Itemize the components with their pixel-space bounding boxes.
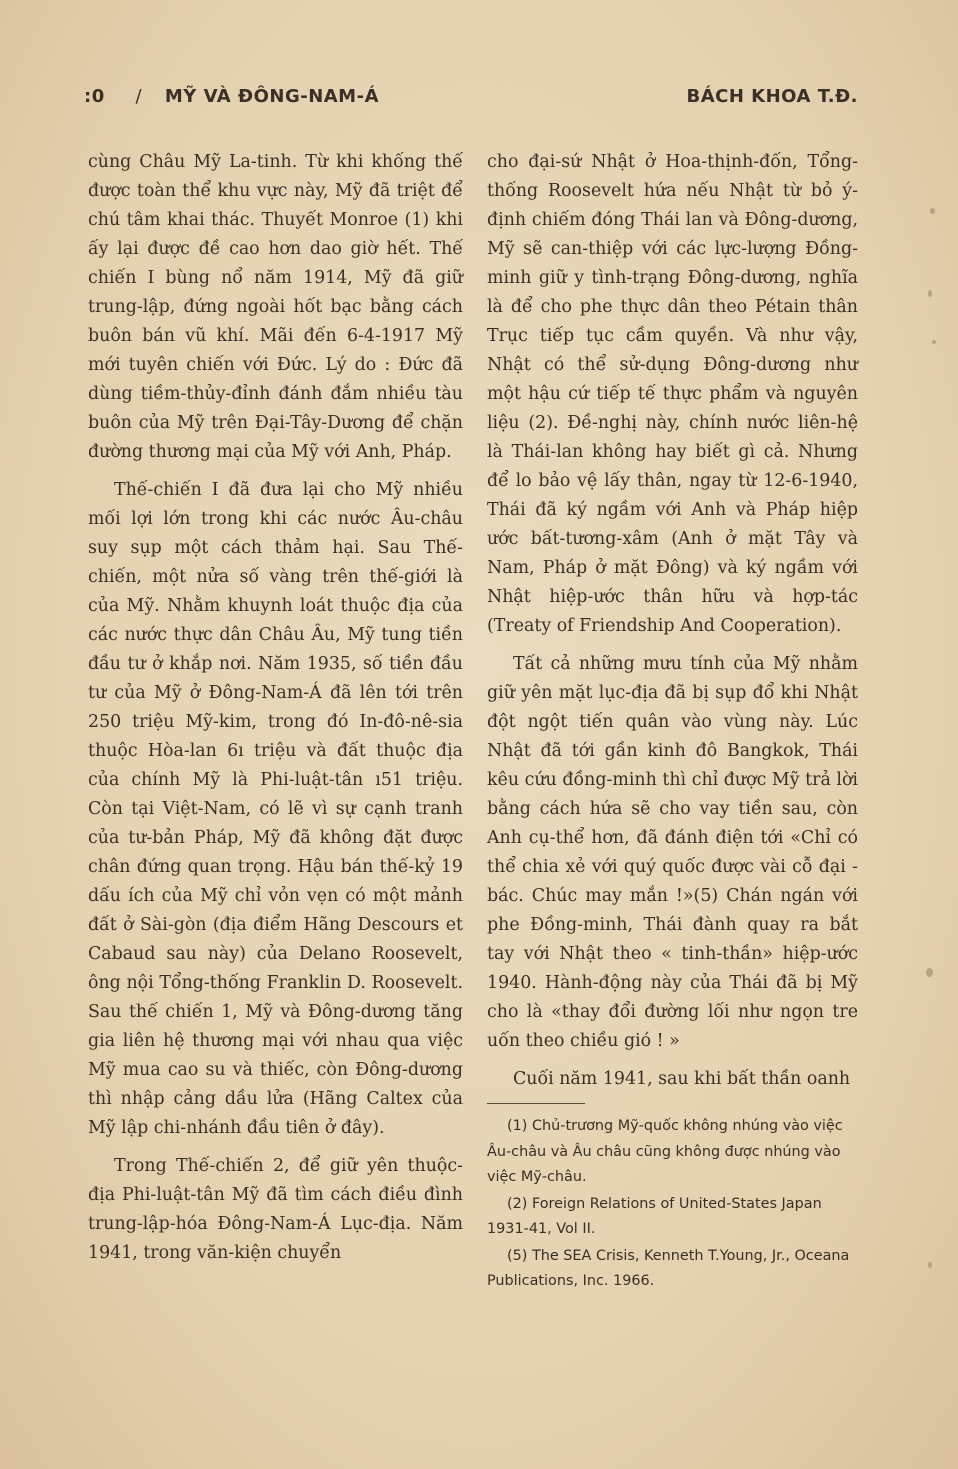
- right-column: [487, 148, 858, 1296]
- page-number: :0: [84, 86, 105, 107]
- footnote-2: (2) Foreign Relations of United-States Japan 1931-41, Vol II.: [487, 1195, 822, 1237]
- footnote-3: (5) The SEA Crisis, Kenneth T.Young, Jr., Oceana Publications, Inc. 1966.: [487, 1247, 850, 1289]
- left-paragraph-1: cùng Châu Mỹ La-tinh. Từ khi khống thế được toàn thể khu vực này, Mỹ đã triệt để chú tâm khai thác. Thuyết Monroe (1) khi ấy lại được đề cao hơn dao giờ hết. Thế chiến I bùng nổ năm 1914, Mỹ đã giữ trung-lập, đứng ngoài hốt bạc bằng cách buôn bán vũ khí. Mãi đến 6-4-1917 Mỹ mới tuyên chiến với Đức. Lý do : Đức đã dùng tiềm-thủy-đỉnh đánh đắm nhiều tàu buôn của Mỹ trên Đại-Tây-Dương để chặn đường thương mại của Mỹ với Anh, Pháp.: [88, 152, 463, 462]
- left-column: [88, 148, 463, 1277]
- header-left: [84, 86, 379, 107]
- page-header: [84, 86, 858, 114]
- paper-speck: [932, 340, 936, 344]
- publication-name: BÁCH KHOA T.Đ.: [686, 86, 858, 107]
- paper-speck: [928, 1262, 932, 1268]
- footnote-divider: [487, 1103, 585, 1104]
- right-paragraph-1: cho đại-sứ Nhật ở Hoa-thịnh-đốn, Tổng-thống Roosevelt hứa nếu Nhật từ bỏ ý-định chiếm đóng Thái lan và Đông-dương, Mỹ sẽ can-thiệp với các lực-lượng Đồng-minh giữ y tình-trạng Đông-dương, nghĩa là để cho phe thực dân theo Pétain thân Trục tiếp tục cầm quyền. Và như vậy, Nhật có thể sử-dụng Đông-dương như một hậu cứ tiếp tế thực phẩm và nguyên liệu (2). Đề-nghị này, chính nước liên-hệ là Thái-lan không hay biết gì cả. Nhưng để lo bảo vệ lấy thân, ngay từ 12-6-1940, Thái đã ký ngầm với Anh và Pháp hiệp ước bất-tương-xâm (Anh ở mặt Tây và Nam, Pháp ở mặt Đông) và ký ngầm với Nhật hiệp-ước thân hữu và hợp-tác (Treaty of Friendship And Cooperation).: [487, 152, 858, 636]
- left-paragraph-2: Thế-chiến I đã đưa lại cho Mỹ nhiều mối lợi lớn trong khi các nước Âu-châu suy sụp một cách thảm hại. Sau Thế-chiến, một nửa số vàng trên thế-giới là của Mỹ. Nhằm khuynh loát thuộc địa của các nước thực dân Châu Âu, Mỹ tung tiền đầu tư ở khắp nơi. Năm 1935, số tiền đầu tư của Mỹ ở Đông-Nam-Á đã lên tới trên 250 triệu Mỹ-kim, trong đó In-đô-nê-sia thuộc Hòa-lan 6ı triệu và đất thuộc địa của chính Mỹ là Phi-luật-tân ı51 triệu. Còn tại Việt-Nam, có lẽ vì sự cạnh tranh của tư-bản Pháp, Mỹ đã không đặt được chân đứng quan trọng. Hậu bán thế-kỷ 19 dấu ích của Mỹ chỉ vỏn vẹn có một mảnh đất ở Sài-gòn (địa điểm Hãng Descours et Cabaud sau này) của Delano Roosevelt, ông nội Tổng-thống Franklin D. Roosevelt. Sau thế chiến 1, Mỹ và Đông-dương tăng gia liên hệ thương mại với nhau qua việc Mỹ mua cao su và thiếc, còn Đông-dương thì nhập cảng dầu lửa (Hãng Caltex của Mỹ lập chi-nhánh đầu tiên ở đây).: [88, 480, 463, 1138]
- paper-speck: [930, 208, 935, 214]
- right-paragraph-3: Cuối năm 1941, sau khi bất thần oanh: [513, 1069, 851, 1089]
- running-title: MỸ VÀ ĐÔNG-NAM-Á: [164, 86, 379, 107]
- footnote-1: (1) Chủ-trương Mỹ-quốc không nhúng vào việc Âu-châu và Âu châu cũng không được nhúng vào việc Mỹ-châu.: [487, 1118, 843, 1185]
- paper-speck: [928, 290, 932, 297]
- header-separator: /: [135, 86, 143, 107]
- left-paragraph-3: Trong Thế-chiến 2, để giữ yên thuộc-địa Phi-luật-tân Mỹ đã tìm cách điều đình trung-lập-hóa Đông-Nam-Á Lục-địa. Năm 1941, trong văn-kiện chuyển: [88, 1156, 463, 1263]
- right-paragraph-2: Tất cả những mưu tính của Mỹ nhằm giữ yên mặt lục-địa đã bị sụp đổ khi Nhật đột ngột tiến quân vào vùng này. Lúc Nhật đã tới gần kinh đô Bangkok, Thái kêu cứu đồng-minh thì chỉ được Mỹ trả lời bằng cách hứa sẽ cho vay tiền sau, còn Anh cụ-thể hơn, đã đánh điện tới «Chỉ có thể chia xẻ với quý quốc được vài cỗ đại - bác. Chúc may mắn !»(5) Chán ngán với phe Đồng-minh, Thái đành quay ra bắt tay với Nhật theo « tinh-thần» hiệp-ước 1940. Hành-động này của Thái đã bị Mỹ cho là «thay đổi đường lối như ngọn tre uốn theo chiều gió ! »: [487, 654, 858, 1051]
- footnotes: [487, 1114, 858, 1295]
- paper-speck: [926, 968, 933, 977]
